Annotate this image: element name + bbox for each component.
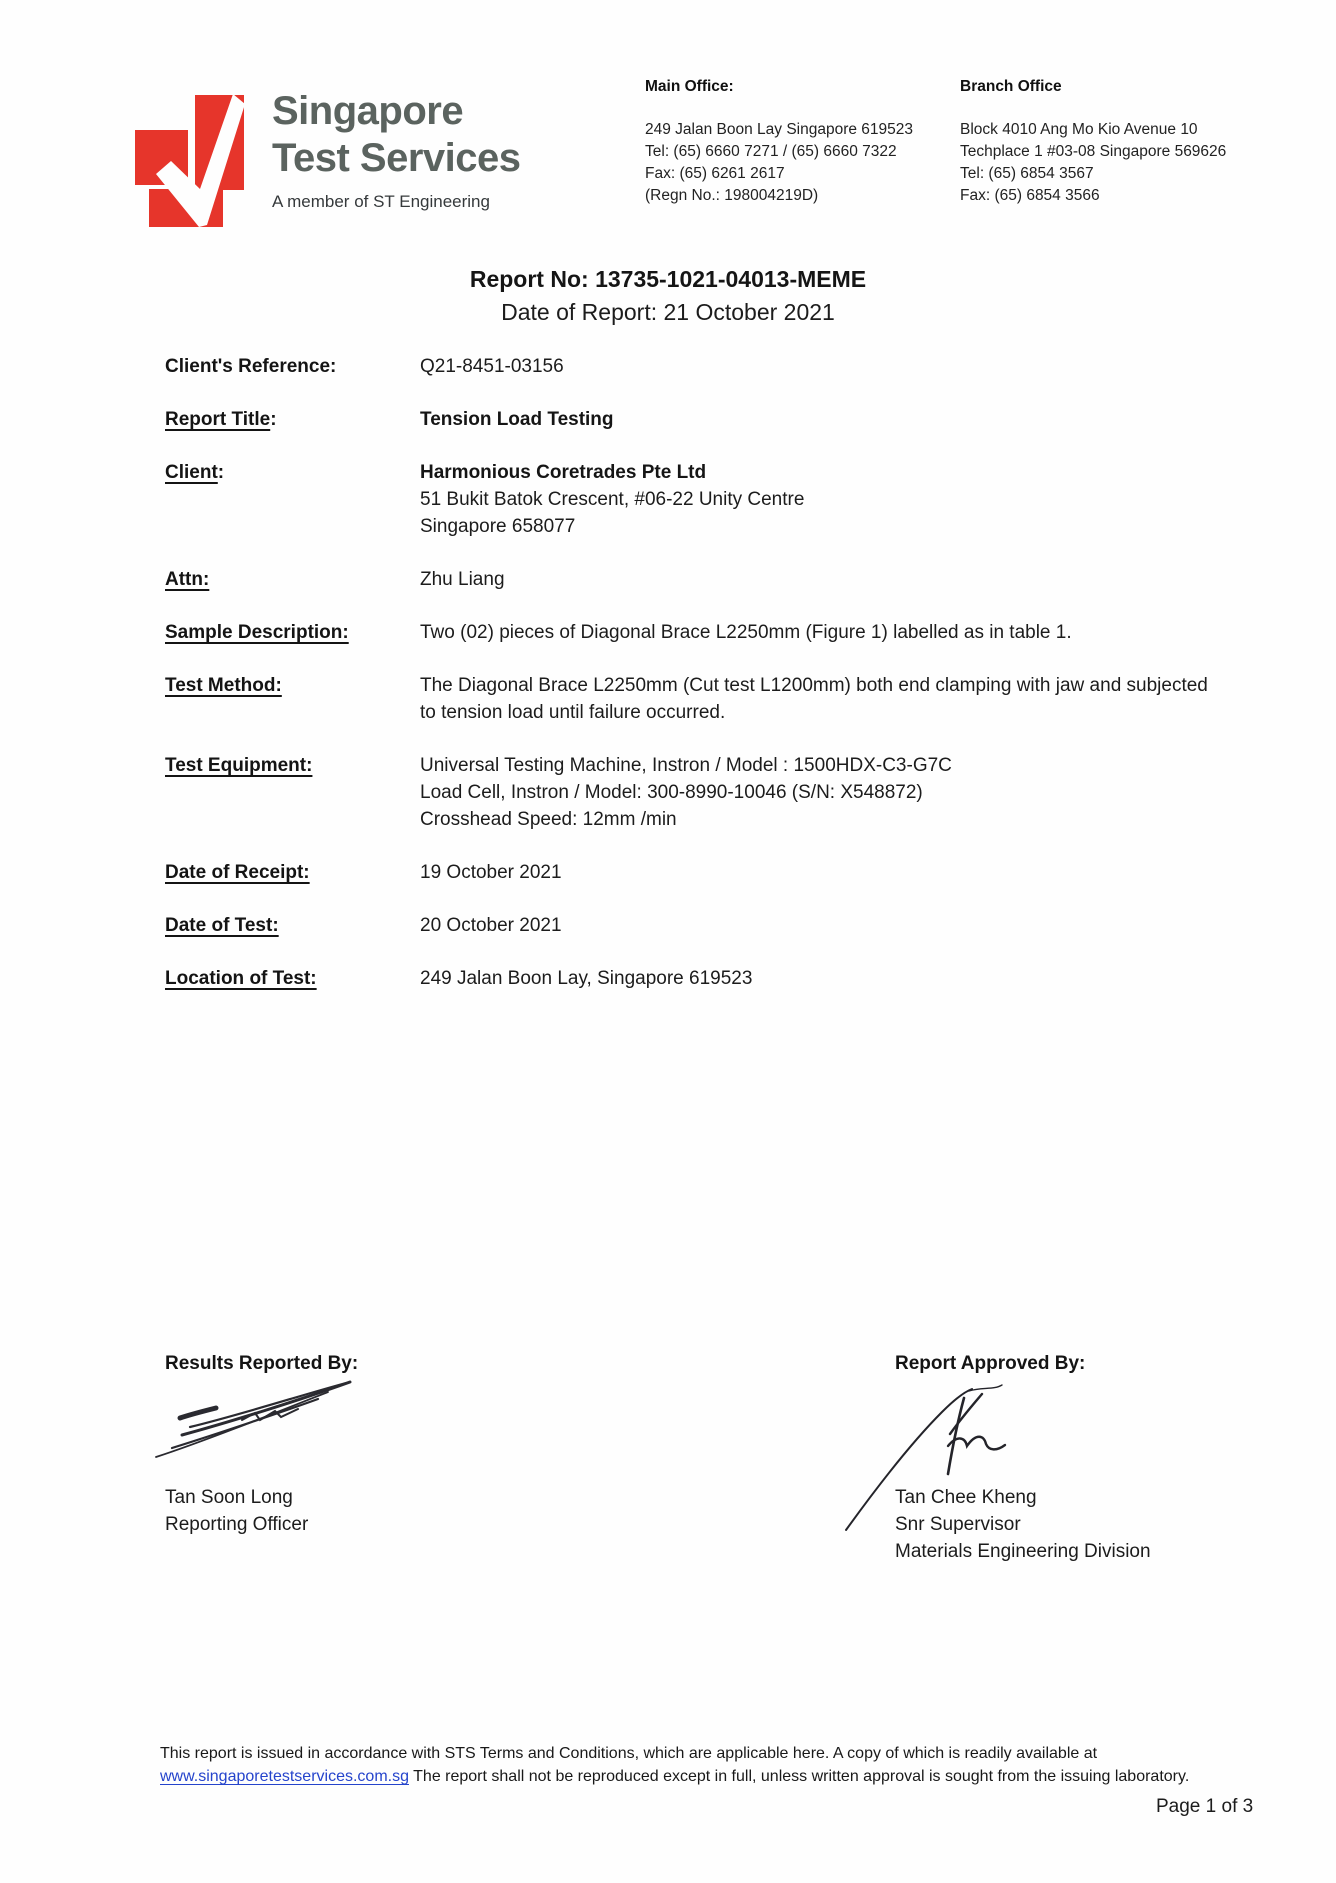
branch-office-title: Branch Office bbox=[960, 78, 1062, 95]
branch-office-address2: Techplace 1 #03-08 Singapore 569626 bbox=[960, 143, 1227, 160]
field-value: Q21-8451-03156 bbox=[420, 356, 564, 377]
field-label: Client's Reference: bbox=[165, 356, 337, 377]
field-value: Two (02) pieces of Diagonal Brace L2250mm (Figure 1) labelled as in table 1. bbox=[420, 622, 1072, 643]
report-approved-by-heading: Report Approved By: bbox=[895, 1353, 1086, 1374]
reporter-title: Reporting Officer bbox=[165, 1514, 309, 1535]
main-office-fax: Fax: (65) 6261 2617 bbox=[645, 165, 785, 182]
field-value: The Diagonal Brace L2250mm (Cut test L1200mm) both end clamping with jaw and subjected to tension load until failure occurred. bbox=[420, 675, 1208, 723]
approver-title: Snr Supervisor bbox=[895, 1514, 1021, 1535]
field-label-colon: : bbox=[270, 409, 277, 430]
field-test-method bbox=[165, 672, 1215, 726]
main-office-title: Main Office: bbox=[645, 78, 734, 95]
field-value: Zhu Liang bbox=[420, 569, 505, 590]
field-label: Report Title bbox=[165, 409, 271, 430]
field-client bbox=[165, 459, 1215, 540]
checkmark-logo-icon bbox=[108, 72, 248, 232]
equipment-line1: Universal Testing Machine, Instron / Model : 1500HDX-C3-G7C bbox=[420, 755, 952, 776]
company-logo bbox=[108, 72, 520, 232]
report-title-block bbox=[0, 263, 1336, 329]
main-office-block bbox=[645, 76, 945, 207]
field-label-colon: : bbox=[217, 462, 225, 483]
field-test-equipment bbox=[165, 752, 1215, 833]
field-sample-description bbox=[165, 619, 1215, 646]
field-label: Sample Description: bbox=[165, 622, 349, 643]
field-label: Client bbox=[165, 462, 218, 483]
field-value: Tension Load Testing bbox=[420, 409, 614, 430]
terms-line1: This report is issued in accordance with STS Terms and Conditions, which are applicable here. A copy of which is readily available at bbox=[160, 1745, 1098, 1762]
client-address1: 51 Bukit Batok Crescent, #06-22 Unity Centre bbox=[420, 489, 805, 510]
approver-names bbox=[895, 1484, 1151, 1565]
logo-name: Singapore Test Services bbox=[272, 89, 521, 180]
field-date-of-test bbox=[165, 912, 1215, 939]
sts-website-link[interactable]: www.singaporetestservices.com.sg bbox=[160, 1768, 409, 1785]
field-value: 20 October 2021 bbox=[420, 915, 562, 936]
branch-office-tel: Tel: (65) 6854 3567 bbox=[960, 165, 1094, 182]
field-value: 19 October 2021 bbox=[420, 862, 562, 883]
branch-office-block bbox=[960, 76, 1260, 207]
report-number: Report No: 13735-1021-04013-MEME bbox=[469, 266, 867, 292]
field-label: Test Method: bbox=[165, 675, 282, 696]
equipment-line3: Crosshead Speed: 12mm /min bbox=[420, 809, 677, 830]
approver-name: Tan Chee Kheng bbox=[895, 1487, 1037, 1508]
main-office-regn: (Regn No.: 198004219D) bbox=[645, 187, 819, 204]
field-date-of-receipt bbox=[165, 859, 1215, 886]
approver-division: Materials Engineering Division bbox=[895, 1541, 1151, 1562]
page-number: Page 1 of 3 bbox=[1156, 1796, 1254, 1817]
field-label: Location of Test: bbox=[165, 968, 317, 989]
reporter-name: Tan Soon Long bbox=[165, 1487, 293, 1508]
terms-note bbox=[160, 1742, 1220, 1788]
field-location-of-test bbox=[165, 965, 1215, 992]
main-office-tel: Tel: (65) 6660 7271 / (65) 6660 7322 bbox=[645, 143, 897, 160]
field-label: Date of Receipt: bbox=[165, 862, 310, 883]
equipment-line2: Load Cell, Instron / Model: 300-8990-10046 (S/N: X548872) bbox=[420, 782, 923, 803]
logo-tagline: A member of ST Engineering bbox=[272, 192, 490, 211]
reporting-officer-names bbox=[165, 1484, 308, 1538]
reporting-officer-signature-image bbox=[150, 1378, 365, 1463]
field-clients-reference bbox=[165, 353, 1215, 380]
report-fields bbox=[165, 353, 1215, 1018]
results-reported-by-heading: Results Reported By: bbox=[165, 1353, 359, 1374]
branch-office-address1: Block 4010 Ang Mo Kio Avenue 10 bbox=[960, 121, 1198, 138]
main-office-address: 249 Jalan Boon Lay Singapore 619523 bbox=[645, 121, 914, 138]
field-report-title bbox=[165, 406, 1215, 433]
field-label: Attn: bbox=[165, 569, 210, 590]
field-label: Date of Test: bbox=[165, 915, 279, 936]
field-value: 249 Jalan Boon Lay, Singapore 619523 bbox=[420, 968, 753, 989]
client-address2: Singapore 658077 bbox=[420, 516, 576, 537]
client-name: Harmonious Coretrades Pte Ltd bbox=[420, 462, 707, 483]
branch-office-fax: Fax: (65) 6854 3566 bbox=[960, 187, 1100, 204]
report-date: Date of Report: 21 October 2021 bbox=[501, 299, 835, 325]
terms-line2: The report shall not be reproduced except in full, unless written approval is sought from the issuing laboratory. bbox=[408, 1768, 1190, 1785]
field-attn bbox=[165, 566, 1215, 593]
field-label: Test Equipment: bbox=[165, 755, 313, 776]
